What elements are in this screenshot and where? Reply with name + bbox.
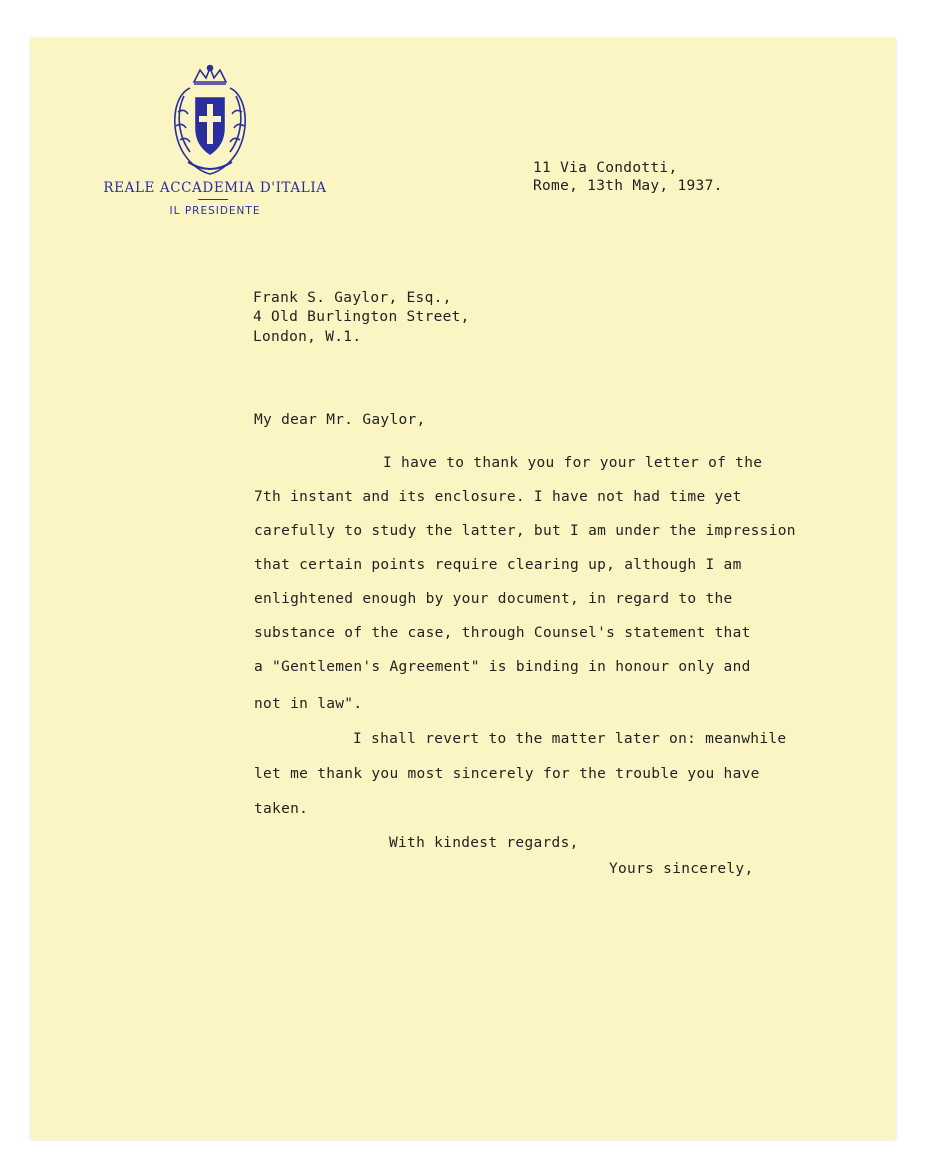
body-line: that certain points require clearing up, although I am: [254, 557, 742, 573]
recipient-city: London, W.1.: [253, 329, 362, 345]
salutation: My dear Mr. Gaylor,: [254, 412, 426, 428]
body-line: substance of the case, through Counsel's statement that: [254, 625, 751, 641]
body-line: a "Gentlemen's Agreement" is binding in honour only and: [254, 659, 751, 675]
letterhead-divider: [198, 199, 228, 200]
body-line: let me thank you most sincerely for the trouble you have: [254, 766, 760, 782]
recipient-name: Frank S. Gaylor, Esq.,: [253, 290, 452, 306]
body-line: carefully to study the latter, but I am under the impression: [254, 523, 796, 539]
body-line: 7th instant and its enclosure. I have not had time yet: [254, 489, 742, 505]
closing-signoff: Yours sincerely,: [609, 861, 754, 877]
institution-office: IL PRESIDENTE: [169, 205, 261, 217]
sender-address-line1: 11 Via Condotti,: [533, 160, 678, 176]
body-line: I shall revert to the matter later on: meanwhile: [353, 731, 787, 747]
recipient-street: 4 Old Burlington Street,: [253, 309, 470, 325]
institution-name: REALE ACCADEMIA D'ITALIA: [103, 180, 327, 196]
royal-crest-icon: [150, 62, 270, 180]
body-line: enlightened enough by your document, in regard to the: [254, 591, 733, 607]
body-line: taken.: [254, 801, 309, 817]
closing-regards: With kindest regards,: [389, 835, 579, 851]
sender-address-date: Rome, 13th May, 1937.: [533, 178, 723, 194]
body-line: not in law".: [254, 696, 363, 712]
letter-sheet: [30, 38, 896, 1140]
body-line: I have to thank you for your letter of the: [383, 455, 763, 471]
